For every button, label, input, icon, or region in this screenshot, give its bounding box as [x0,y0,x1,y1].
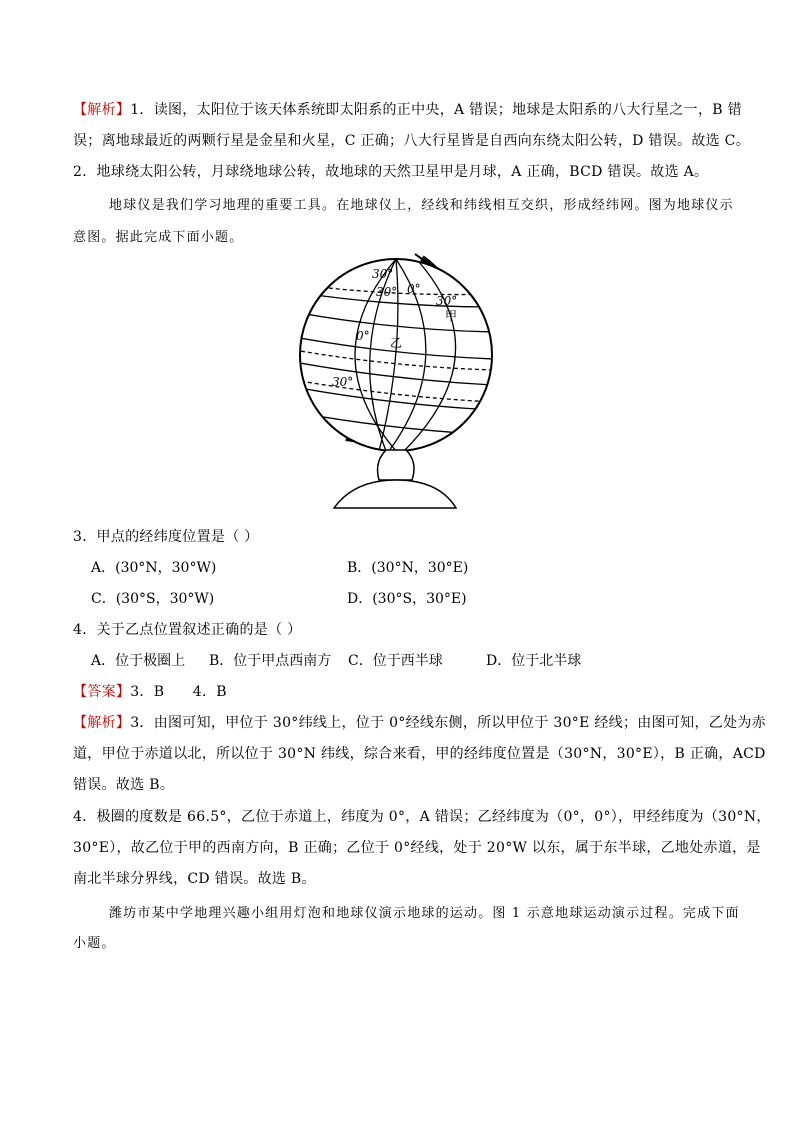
analysis-line-2: 误；离地球最近的两颗行星是金星和火星，C 正确；八大行星皆是自西向东绕太阳公转，D 错误。故选 C。 [73,133,750,149]
question-3-option-b: B．(30°N，30°E) [347,560,469,576]
analysis-line-1 [73,100,742,120]
answer-line [73,682,227,702]
label-lon-zero-top: 0° [407,282,421,296]
label-lat-second: 30° [376,285,398,299]
label-point-yi: 乙 [390,336,403,350]
analysis-2-line-3: 错误。故选 B。 [73,777,175,793]
question-3-option-a: A．(30°N，30°W) [91,560,217,576]
question-4-stem: 4．关于乙点位置叙述正确的是（ ） [73,622,302,638]
question-3-stem: 3．甲点的经纬度位置是（ ） [73,529,259,545]
question-intro-line-1: 地球仪是我们学习地理的重要工具。在地球仪上，经线和纬线相互交织，形成经纬网。图为地球仪示 [109,198,734,213]
label-lat-bottom: 30° [332,375,354,389]
globe-neck [378,450,414,480]
question-4-option-c: C．位于西半球 [348,653,443,669]
question-intro-2-line-1: 潍坊市某中学地理兴趣小组用灯泡和地球仪演示地球的运动。图 1 示意地球运动演示过程。完成下面 [109,906,740,921]
label-point-jia: 甲 [445,309,458,323]
analysis-2-line-4: 4．极圈的度数是 66.5°，乙位于赤道上，纬度为 0°，A 错误；乙经纬度为（0°，0°），甲经纬度为（30°N， [73,809,771,825]
analysis-2-tag: 【解析】 [73,715,131,731]
analysis-2-line-5: 30°E），故乙位于甲的西南方向，B 正确；乙位于 0°经线，处于 20°W 以东，属于东半球，乙地处赤道，是 [73,840,761,856]
globe-figure [294,252,494,512]
label-lat-top: 30° [372,267,394,281]
question-intro-line-2: 意图。据此完成下面小题。 [73,230,244,245]
answer-tag: 【答案】 [73,684,131,700]
analysis-line-3: 2．地球绕太阳公转，月球绕地球公转，故地球的天然卫星甲是月球，A 正确，BCD 错误。故选 A。 [73,164,709,180]
question-3-option-d: D．(30°S，30°E) [347,591,467,607]
analysis-text: 1．读图，太阳位于该天体系统即太阳系的正中央，A 错误；地球是太阳系的八大行星之一，B 错 [130,102,742,118]
question-4-option-a: A．位于极圈上 [91,653,186,669]
analysis-2-line-6: 南北半球分界线，CD 错误。故选 B。 [73,871,316,887]
analysis-2-line-2: 道，甲位于赤道以北，所以位于 30°N 纬线，综合来看，甲的经纬度位置是（30°N，30°E），B 正确，ACD [73,746,766,762]
analysis-2-line-1 [73,713,766,733]
globe-base [334,480,456,508]
label-lon-right: 30° [436,294,458,308]
question-4-option-d: D．位于北半球 [486,653,582,669]
label-equator-zero: 0° [356,329,370,343]
analysis-tag: 【解析】 [73,102,131,118]
question-4-option-b: B．位于甲点西南方 [209,653,332,669]
answer-text: 3．B 4．B [130,684,227,700]
question-intro-2-line-2: 小题。 [73,936,116,951]
question-3-option-c: C．(30°S，30°W) [91,591,215,607]
analysis-2-text: 3．由图可知，甲位于 30°纬线上，位于 0°经线东侧，所以甲位于 30°E 经线；由图可知，乙处为赤 [130,715,766,731]
